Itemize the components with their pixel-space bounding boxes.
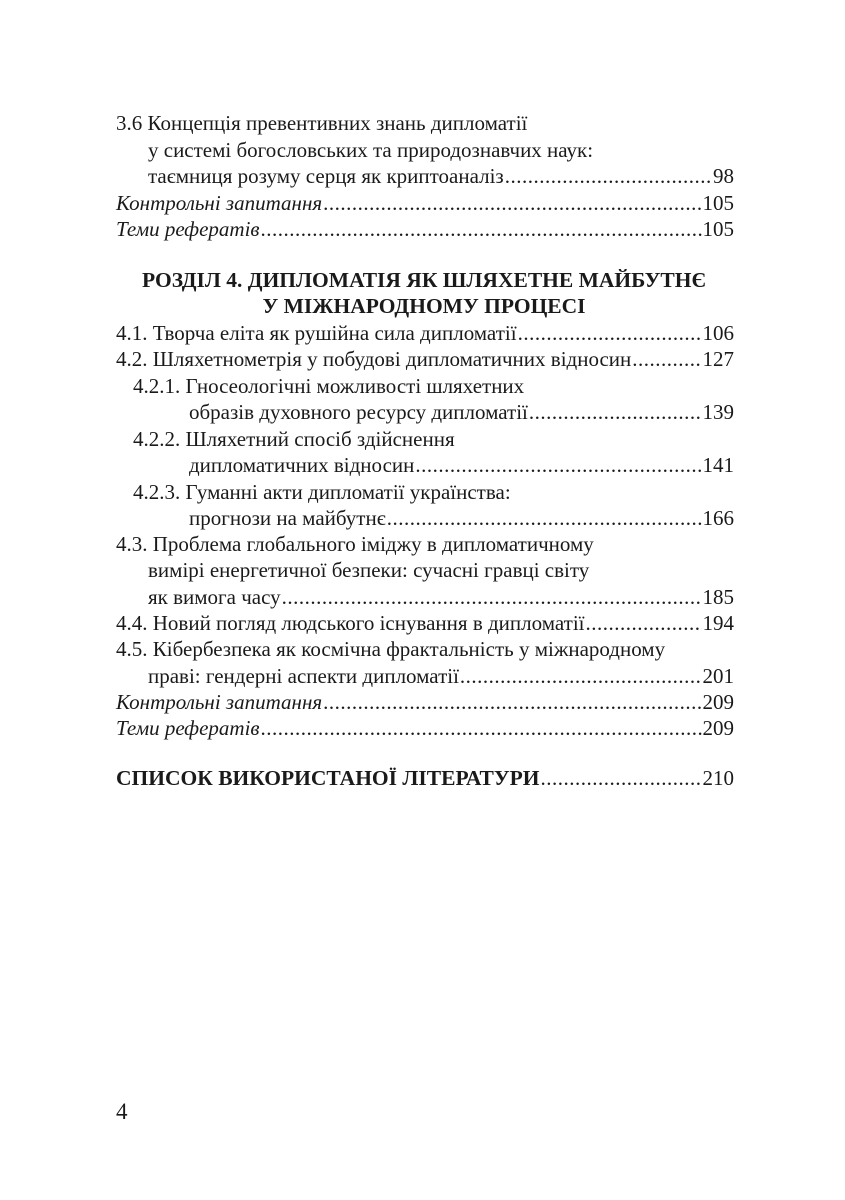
toc-4-2-2-page: 141 [702,453,734,477]
dot-leader [323,191,701,216]
toc-4-2-2-line2: дипломатичних відносин [189,453,415,477]
dot-leader [323,690,701,715]
toc-4-1-label: 4.1. Творча еліта як рушійна сила дипломатії [116,321,517,345]
toc-4-3-line2: вимірі енергетичної безпеки: сучасні гравці світу [148,558,590,582]
toc-4-2-1-line1: 4.2.1. Гносеологічні можливості шляхетних [133,374,525,398]
dot-leader [460,664,702,689]
toc-3-6-line2: у системі богословських та природознавчих наук: [148,138,594,162]
toc-entry-3-6 [148,164,734,189]
toc-essay-topics-4-page: 209 [702,716,734,740]
toc-essay-topics-label: Теми рефератів [116,217,260,241]
toc-entry-4-2-3 [189,506,734,531]
dot-leader [529,400,702,425]
toc-entry-essay-topics-3 [116,217,734,242]
toc-entry-4-2 [116,347,734,372]
dot-leader [282,585,702,610]
toc-3-6-line3: таємниця розуму серця як криптоаналіз [148,164,504,188]
toc-4-5-line1: 4.5. Кібербезпека як космічна фрактальність у міжнародному [116,637,666,661]
toc-4-2-3-page: 166 [702,506,734,530]
toc-bibliography-page: 210 [702,766,734,790]
toc-bibliography-label: СПИСОК ВИКОРИСТАНОЇ ЛІТЕРАТУРИ [116,766,540,790]
dot-leader [261,217,702,242]
toc-4-2-label: 4.2. Шляхетнометрія у побудові дипломатичних відносин [116,347,632,371]
toc-4-2-3-line2: прогнози на майбутнє [189,506,386,530]
toc-control-questions-label: Контрольні запитання [116,191,323,215]
toc-entry-essay-topics-4 [116,716,734,741]
toc-4-5-page: 201 [702,664,734,688]
toc-4-2-1-page: 139 [702,400,734,424]
chapter-4-title-line1: РОЗДІЛ 4. ДИПЛОМАТІЯ ЯК ШЛЯХЕТНЕ МАЙБУТНЄ [141,268,707,292]
toc-entry-4-3 [148,585,734,610]
toc-4-2-page: 127 [702,347,734,371]
page-number: 4 [116,1099,128,1124]
toc-entry-4-5 [148,664,734,689]
toc-entry-4-1 [116,321,734,346]
toc-entry-control-questions-4 [116,690,734,715]
toc-control-questions-4-label: Контрольні запитання [116,690,323,714]
toc-4-4-label: 4.4. Новий погляд людського існування в дипломатії [116,611,585,635]
toc-entry-4-2-2 [189,453,734,478]
dot-leader [505,164,712,189]
toc-entry-control-questions-3 [116,191,734,216]
dot-leader [261,716,702,741]
dot-leader [540,766,701,791]
toc-4-2-1-line2: образів духовного ресурсу дипломатії [189,400,528,424]
toc-entry-4-4 [116,611,734,636]
toc-4-3-page: 185 [702,585,734,609]
toc-control-questions-4-page: 209 [702,690,734,714]
toc-4-1-page: 106 [702,321,734,345]
dot-leader [387,506,702,531]
dot-leader [415,453,701,478]
toc-control-questions-page: 105 [702,191,734,215]
toc-entry-4-2-1 [189,400,734,425]
dot-leader [632,347,701,372]
toc-4-4-page: 194 [702,611,734,635]
toc-essay-topics-4-label: Теми рефератів [116,716,260,740]
toc-entry-bibliography [116,766,734,791]
toc-4-2-2-line1: 4.2.2. Шляхетний спосіб здійснення [133,427,455,451]
toc-essay-topics-page: 105 [702,217,734,241]
toc-4-3-line1: 4.3. Проблема глобального іміджу в дипломатичному [116,532,594,556]
toc-4-5-line2: праві: гендерні аспекти дипломатії [148,664,459,688]
toc-3-6-line1: 3.6 Концепція превентивних знань дипломатії [116,111,528,135]
toc-4-3-line3: як вимога часу [148,585,281,609]
dot-leader [586,611,702,636]
toc-3-6-page: 98 [713,164,734,188]
toc-4-2-3-line1: 4.2.3. Гуманні акти дипломатії українства: [133,480,511,504]
dot-leader [518,321,702,346]
chapter-4-title-line2: У МІЖНАРОДНОМУ ПРОЦЕСІ [262,294,586,318]
